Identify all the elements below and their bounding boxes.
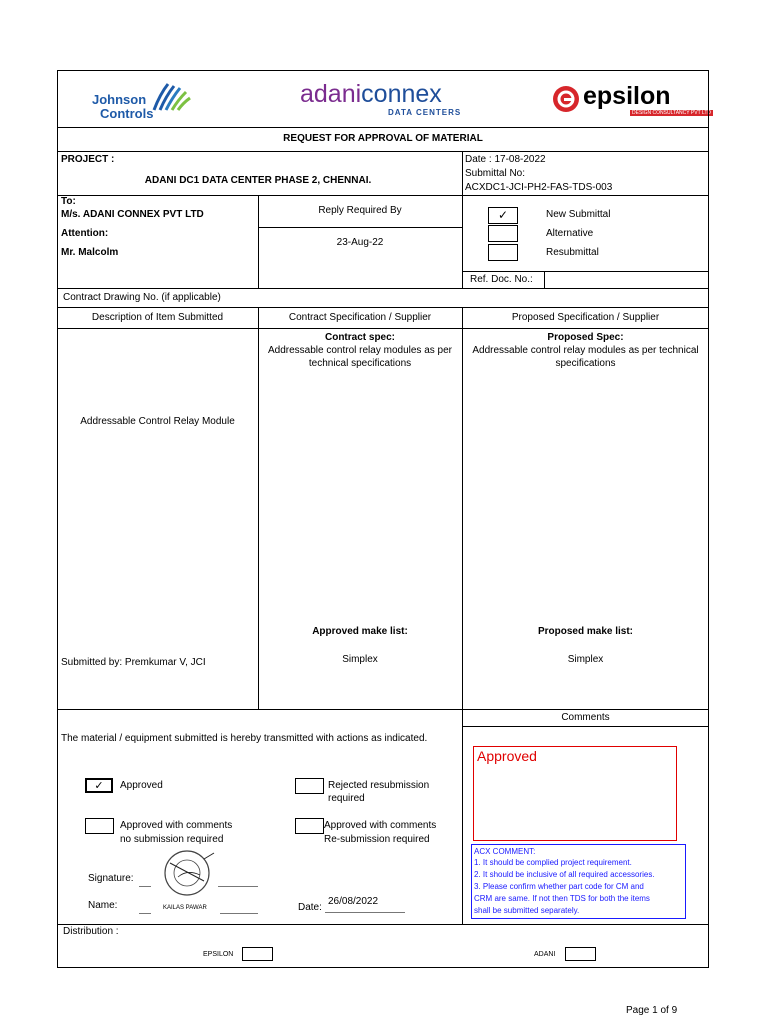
col-header-proposed-spec: Proposed Specification / Supplier (511, 312, 660, 323)
rule (462, 151, 463, 288)
rule (57, 195, 709, 196)
approved-checkbox[interactable]: ✓ (85, 778, 113, 793)
proposed-spec-title: Proposed Spec: (547, 332, 624, 343)
alternative-checkbox[interactable] (488, 225, 518, 242)
ref-doc-label: Ref. Doc. No.: (470, 274, 533, 285)
rejected-label-line2: required (328, 793, 365, 804)
submittal-no: ACXDC1-JCI-PH2-FAS-TDS-003 (465, 182, 613, 193)
adani-logo-part2: connex (361, 80, 442, 108)
approved-resubmission-line2: Re-submission required (324, 834, 430, 845)
acx-comment-box (471, 844, 686, 919)
col-header-contract-spec: Contract Specification / Supplier (288, 312, 432, 323)
approval-status-text: Approved (477, 748, 537, 764)
col-header-description: Description of Item Submitted (91, 312, 224, 323)
distribution-epsilon-label: EPSILON (203, 951, 234, 958)
rule (57, 307, 709, 308)
form-title: REQUEST FOR APPROVAL OF MATERIAL (283, 133, 483, 144)
acx-comment-line: CRM are same. If not then TDS for both the items (474, 894, 650, 903)
acx-comment-line: ACX COMMENT: (474, 847, 536, 856)
to-company: M/s. ADANI CONNEX PVT LTD (61, 209, 204, 220)
approval-status-box (473, 746, 677, 841)
signature-line (218, 886, 258, 887)
distribution-adani-label: ADANI (534, 951, 556, 958)
acx-comment-line: shall be submitted separately. (474, 906, 580, 915)
approved-with-comments-line1: Approved with comments (120, 820, 233, 831)
distribution-epsilon-checkbox[interactable] (242, 947, 273, 961)
contract-drawing-label: Contract Drawing No. (if applicable) (63, 292, 221, 303)
project-label: PROJECT : (61, 154, 115, 165)
acx-comment-line: 2. It should be inclusive of all required accessories. (474, 870, 655, 879)
new-submittal-checkbox[interactable]: ✓ (488, 207, 518, 224)
resubmittal-checkbox[interactable] (488, 244, 518, 261)
to-label: To: (61, 196, 76, 207)
project-name: ADANI DC1 DATA CENTER PHASE 2, CHENNAI. (144, 175, 372, 186)
acx-comment-line: 1. It should be complied project requirement. (474, 858, 632, 867)
rule (57, 924, 709, 925)
item-description: Addressable Control Relay Module (80, 416, 235, 427)
submitted-by: Submitted by: Premkumar V, JCI (61, 657, 206, 668)
rule (57, 288, 709, 289)
rule (258, 227, 462, 228)
contract-spec-line2: technical specifications (308, 358, 412, 369)
company-seal-stamp (160, 849, 216, 897)
new-submittal-label: New Submittal (546, 209, 611, 220)
rejected-checkbox[interactable] (295, 778, 324, 794)
signature-line (139, 886, 151, 887)
ref-doc-field[interactable] (545, 272, 708, 287)
date-line (325, 912, 405, 913)
name-label: Name: (88, 900, 118, 911)
alternative-label: Alternative (546, 228, 594, 239)
date-label: Date: (298, 902, 322, 913)
approved-with-comments-checkbox[interactable] (85, 818, 114, 834)
approved-with-comments-line2: no submission required (120, 834, 224, 845)
reply-required-date: 23-Aug-22 (336, 237, 384, 248)
reply-required-label: Reply Required By (318, 205, 402, 216)
distribution-adani-checkbox[interactable] (565, 947, 596, 961)
date-value: 26/08/2022 (328, 896, 379, 907)
name-value: KAILAS PAWAR (163, 905, 207, 911)
rule (462, 726, 709, 727)
date-line: Date : 17-08-2022 (465, 154, 546, 165)
approved-label: Approved (120, 780, 163, 791)
epsilon-logo-name: epsilon (583, 82, 671, 110)
signature-label: Signature: (88, 873, 134, 884)
rule (462, 307, 463, 924)
adani-logo-part1: adani (300, 80, 362, 108)
rule (57, 709, 709, 710)
proposed-spec-line2: specifications (555, 358, 616, 369)
rule (57, 151, 709, 152)
comments-header: Comments (561, 712, 610, 723)
page-number: Page 1 of 9 (626, 1005, 678, 1016)
resubmittal-label: Resubmittal (546, 247, 599, 258)
proposed-spec-line1: Addressable control relay modules as per technical (472, 345, 699, 356)
proposed-make-value: Simplex (567, 654, 604, 665)
distribution-label: Distribution : (63, 926, 119, 937)
rejected-label-line1: Rejected resubmission (328, 780, 430, 791)
name-line (139, 913, 151, 914)
proposed-make-label: Proposed make list: (537, 626, 634, 637)
name-line (220, 913, 258, 914)
attention-name: Mr. Malcolm (61, 247, 119, 258)
contract-spec-title: Contract spec: (324, 332, 395, 343)
submittal-label: Submittal No: (465, 168, 526, 179)
actions-intro: The material / equipment submitted is hereby transmitted with actions as indicated. (61, 733, 428, 744)
epsilon-logo-sub: DESIGN CONSULTANCY PVT LTD (632, 110, 711, 116)
adani-logo-sub: DATA CENTERS (388, 108, 462, 117)
jci-logo-line2: Controls (100, 106, 154, 121)
approved-make-label: Approved make list: (312, 626, 408, 637)
attention-label: Attention: (61, 228, 109, 239)
rule (57, 127, 709, 128)
approved-resubmission-line1: Approved with comments (324, 820, 437, 831)
approved-make-value: Simplex (342, 654, 378, 665)
contract-spec-line1: Addressable control relay modules as per (268, 345, 452, 356)
acx-comment-line: 3. Please confirm whether part code for CM and (474, 882, 644, 891)
jci-logo-line1: Johnson (92, 92, 147, 107)
rule (57, 328, 709, 329)
approved-resubmission-checkbox[interactable] (295, 818, 324, 834)
